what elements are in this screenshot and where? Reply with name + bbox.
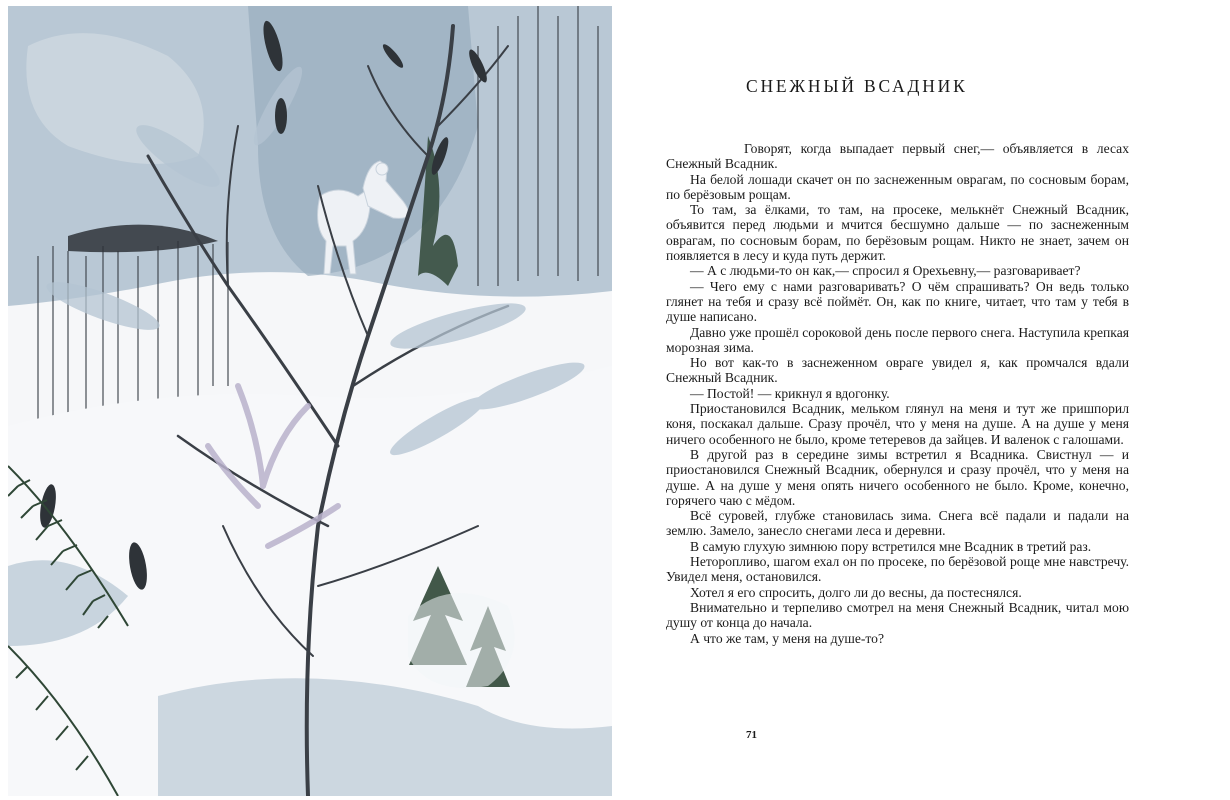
paragraph: — Чего ему с нами разговаривать? О чём спрашивать? Он ведь только глянет на тебя и сразу всё поймёт. Он, как по книге, читает, что там у тебя в душе написано. — [666, 278, 1129, 325]
paragraph: — А с людьми-то он как,— спросил я Орехьевну,— разговаривает? — [690, 263, 1081, 279]
story-body — [666, 141, 1129, 646]
paragraph: Приостановился Всадник, мельком глянул на меня и тут же пришпорил коня, поскакал дальше. Сразу прочёл, что у меня на душе. А на душе у меня ничего особенного не было, кроме тетеревов да зайцев. И валенок с галошами. — [666, 401, 1129, 447]
paragraph: В другой раз в середине зимы встретил я Всадника. Свистнул — и приостановился Снежный Всадник, обернулся и сразу прочёл, что у меня на душе. А на душе у меня опять ничего особенного не было. Кроме, конечно, горячего чаю с мёдом. — [666, 446, 1129, 508]
paragraph: Но вот как-то в заснеженном овраге увидел я, как промчался вдали Снежный Всадник. — [666, 355, 1129, 386]
snowy-forest-illustration — [8, 6, 612, 796]
paragraph: Хотел я его спросить, долго ли до весны, да постеснялся. — [690, 584, 1022, 600]
paragraph: В самую глухую зимнюю пору встретился мне Всадник в третий раз. — [690, 538, 1092, 554]
page-number: 71 — [746, 729, 757, 741]
text-page — [650, 0, 1230, 800]
paragraph: Давно уже прошёл сороковой день после первого снега. Наступила крепкая морозная зима. — [666, 324, 1129, 355]
paragraph: — Постой! — крикнул я вдогонку. — [690, 385, 890, 401]
paragraph: То там, за ёлками, то там, на просеке, мелькнёт Снежный Всадник, объявится перед людьми и мчится бесшумно дальше — по заснеженным оврагам, по сосновым борам, по берёзовым рощам. Никто не знает, зачем он появляется в лесу и куда путь держит. — [666, 202, 1129, 264]
paragraph: Говорят, когда выпадает первый снег,— объявляется в лесах Снежный Всадник. — [666, 141, 1129, 172]
paragraph: Неторопливо, шагом ехал он по просеке, по берёзовой роще мне навстречу. Увидел меня, остановился. — [666, 554, 1129, 585]
story-title: СНЕЖНЫЙ ВСАДНИК — [746, 76, 968, 96]
paragraph: На белой лошади скачет он по заснеженным оврагам, по сосновым борам, по берёзовым рощам. — [666, 171, 1129, 202]
paragraph: Внимательно и терпеливо смотрел на меня Снежный Всадник, читал мою душу от конца до начала. — [666, 599, 1129, 631]
paragraph: Всё суровей, глубже становилась зима. Снега всё падали и падали на землю. Замело, занесло снегами леса и деревни. — [666, 508, 1129, 539]
paragraph: А что же там, у меня на душе-то? — [690, 630, 884, 646]
